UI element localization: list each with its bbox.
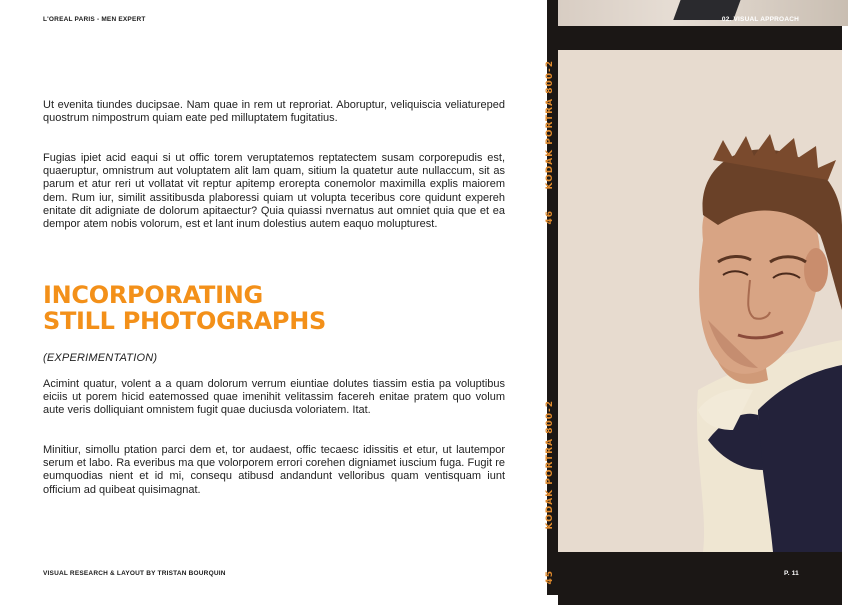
film-edge-number-bottom: 45 <box>545 570 555 585</box>
section-heading <box>43 282 513 334</box>
body-paragraph-4: Minitiur, simollu ptation parci dem et, tor audaest, offic tecaesc idissitis et etur, ut lautempor serum et labo. Ra everibus ma que volorporem errori corehen digniamet iuscium fuga. Fugit re eumquodias nient et id mi, consequ atibusd andandunt velloribus quam ventisquam iunt officium ad quibeat quisimagnat. <box>43 444 505 496</box>
film-edge-text-top: KODAK PORTRA 800-2 <box>545 60 555 190</box>
body-paragraph-3: Acimint quatur, volent a a quam dolorum verrum eiuntiae dolutes tiassim estia pa voluptibus eiciis ut porem hicid eatemossed quae imenihit velitassim facereh enitae pratem quo volum aute veris dolliquiant omnistem fugit quae duciusda voloriatem. Itat. <box>43 378 505 417</box>
film-strip-panel <box>547 0 842 595</box>
film-frame-bottom <box>558 565 842 605</box>
film-frame-top <box>558 0 848 26</box>
film-edge-text-bottom: KODAK PORTRA 800-2 <box>545 400 555 530</box>
body-paragraph-2: Fugias ipiet acid eaqui si ut offic torem veruptatemos reptatectem susam corporepudis est, quaeruptur, omnistrum aut voluptatem alit lam quam, sitium la quatetur aute nullaccum, sit as parum et atur reri ut vollatat vit reptur apitemp erorepta conemolor maximilla explis maiorem dem. Rum iur, similit assitibusda plaboressi quiam ut volupta teceribus core quidunt expereh enitate dit adigniate de dolorum apitaectur? Quia quiassi nvernatus aut omniet quia que et ea dempor atem nobis volorum, est et lant inum dolestius autem eaquo molupturest. <box>43 152 505 231</box>
portrait-illustration <box>558 50 842 552</box>
header-brand: L'OREAL PARIS - MEN EXPERT <box>43 16 146 23</box>
heading-line-2: STILL PHOTOGRAPHS <box>43 307 326 335</box>
heading-line-1: INCORPORATING <box>43 281 263 309</box>
section-subtitle: (EXPERIMENTATION) <box>43 352 158 364</box>
page-number: P. 11 <box>784 570 799 577</box>
footer-credit: VISUAL RESEARCH & LAYOUT BY TRISTAN BOURQUIN <box>43 570 226 577</box>
portrait-photo <box>558 50 842 552</box>
film-edge-number-top: 46 <box>545 210 555 225</box>
header-section: 02. VISUAL APPROACH <box>721 16 799 23</box>
intro-paragraph: Ut evenita tiundes ducipsae. Nam quae in rem ut reproriat. Aboruptur, veliquiscia veliatureped quostrum nimpostrum quiam eate ped milluptatem fugitatius. <box>43 99 505 125</box>
